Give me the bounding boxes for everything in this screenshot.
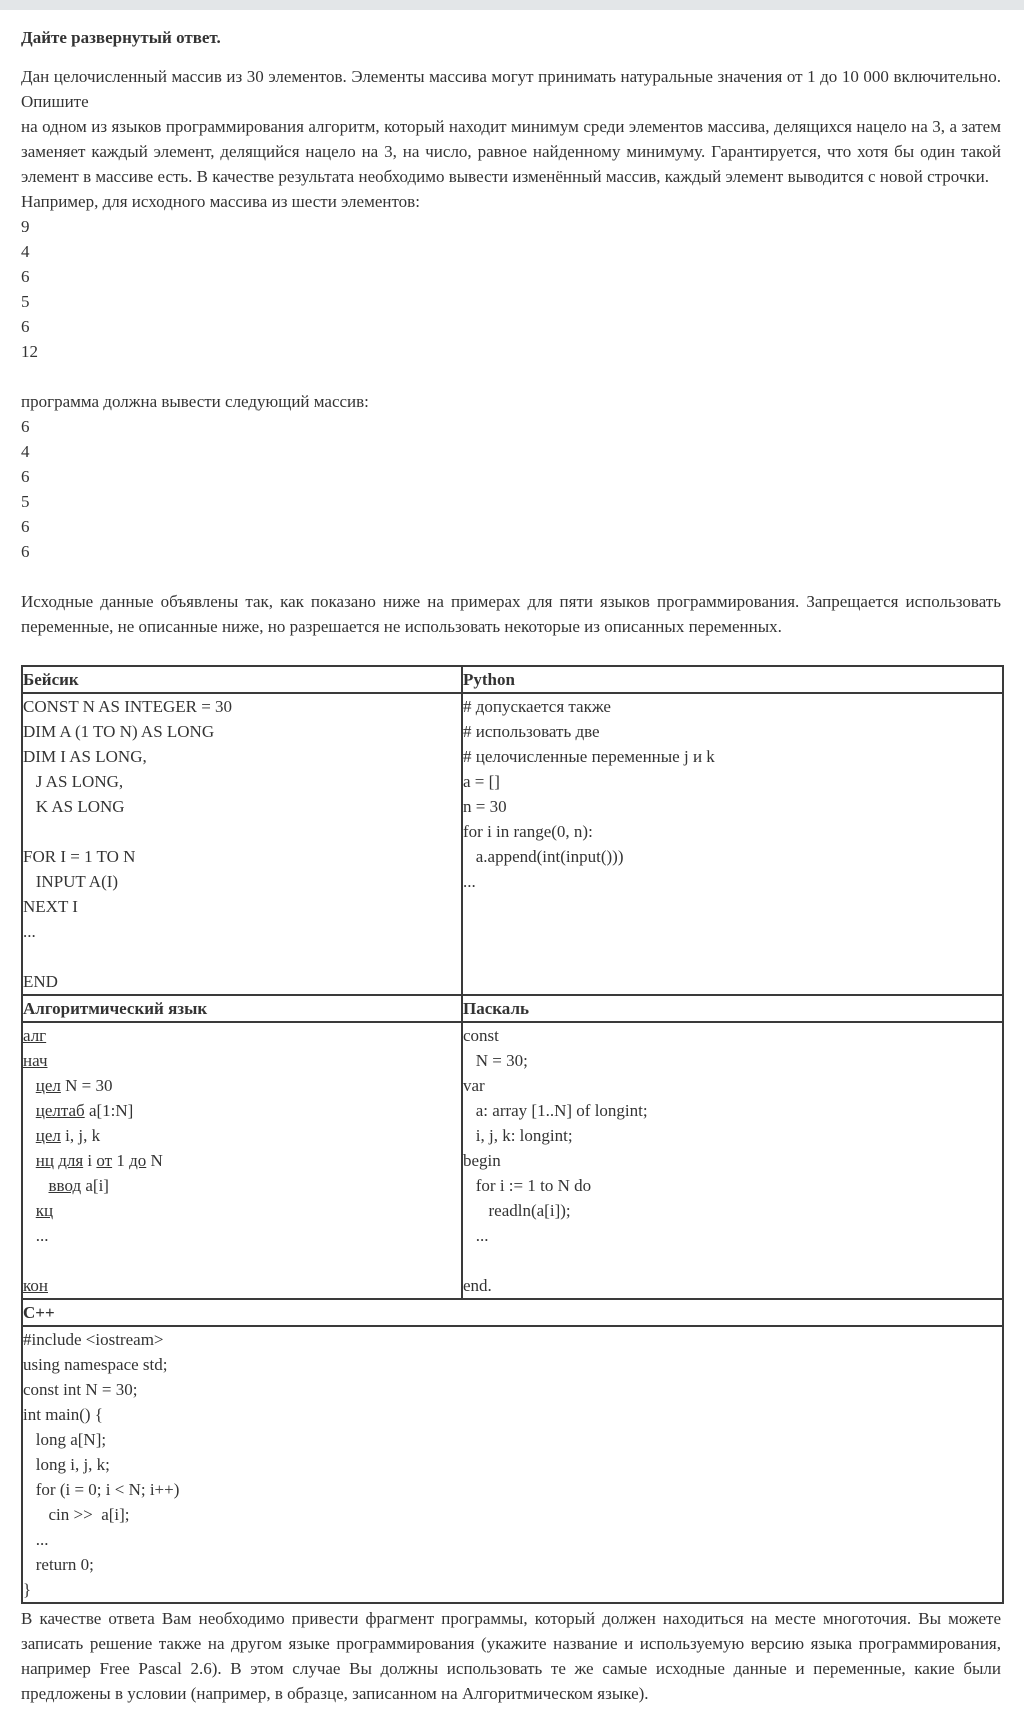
code-line: long i, j, k;: [23, 1455, 110, 1474]
example-input-value: 6: [21, 317, 30, 336]
lang-header-basic: Бейсик: [22, 666, 462, 693]
code-line: return 0;: [23, 1555, 94, 1574]
code-line: [23, 944, 461, 969]
declaration-note: Исходные данные объявлены так, как показано ниже на примерах для пяти языков программирования. Запрещается использовать переменные, не описанные ниже, но разрешается не использовать некоторые из описанных переменных.: [21, 592, 1001, 636]
code-line: n = 30: [463, 797, 507, 816]
code-line: CONST N AS INTEGER = 30: [23, 697, 233, 716]
code-block-basic: [22, 693, 462, 995]
keyword: нач: [23, 1051, 48, 1070]
answer-note: В качестве ответа Вам необходимо привести фрагмент программы, который должен находиться на месте многоточия. Вы можете записать решение также на другом языке программирования (укажите название и используемую версию языка программирования, например Free Pascal 2.6). В этом случае Вы должны использовать те же самые исходные данные и переменные, какие были предложены в условии (например, в образце, записанном на Алгоритмическом языке).: [21, 1609, 1001, 1703]
code-line: J AS LONG,: [23, 772, 124, 791]
keyword: нц: [35, 1151, 54, 1170]
example-output-value: 6: [21, 517, 30, 536]
example-output-value: 4: [21, 442, 30, 461]
code-line: for i in range(0, n):: [463, 822, 593, 841]
example-output-value: 6: [21, 417, 30, 436]
code-line: # целочисленные переменные j и k: [463, 747, 715, 766]
top-bar: [0, 0, 1024, 10]
output-intro: программа должна вывести следующий массив:: [21, 392, 369, 411]
code-line: [23, 1148, 461, 1173]
code-line: long a[N];: [23, 1430, 107, 1449]
spacer: [21, 564, 1001, 589]
keyword: для: [58, 1151, 84, 1170]
code-line: #include <iostream>: [23, 1330, 164, 1349]
code-line: }: [23, 1580, 32, 1599]
code-line: K AS LONG: [23, 797, 125, 816]
example-input-value: 9: [21, 217, 30, 236]
code-line: readln(a[i]);: [463, 1201, 571, 1220]
code-line: NEXT I: [23, 897, 78, 916]
code-text: [23, 1076, 36, 1095]
lang-header-algorithmic: Алгоритмический язык: [22, 995, 462, 1022]
code-text: ...: [23, 1226, 49, 1245]
example-input-value: 5: [21, 292, 30, 311]
example-output-value: 6: [21, 467, 30, 486]
example-input-value: 6: [21, 267, 30, 286]
code-line: ...: [23, 922, 36, 941]
code-line: ...: [23, 1530, 49, 1549]
code-text: a[i]: [81, 1176, 109, 1195]
lang-header-python: Python: [462, 666, 1003, 693]
code-line: [23, 1198, 461, 1223]
code-line: int main() {: [23, 1405, 103, 1424]
code-line: end.: [463, 1276, 492, 1295]
code-line: [23, 1023, 461, 1048]
example-output-list: [21, 414, 1001, 564]
code-line: [23, 1123, 461, 1148]
code-line: # использовать две: [463, 722, 600, 741]
table-row: [22, 693, 1003, 995]
code-line: [23, 1098, 461, 1123]
code-line: a.append(int(input())): [463, 847, 624, 866]
example-intro: Например, для исходного массива из шести элементов:: [21, 192, 420, 211]
code-line: [23, 1173, 461, 1198]
code-text: 1: [112, 1151, 130, 1170]
code-line: a: array [1..N] of longint;: [463, 1101, 648, 1120]
keyword: целтаб: [35, 1101, 85, 1120]
code-examples-table: [21, 665, 1004, 1604]
table-header-row: [22, 995, 1003, 1022]
code-line: DIM I AS LONG,: [23, 747, 147, 766]
keyword: от: [96, 1151, 113, 1170]
code-block-pascal: [462, 1022, 1003, 1299]
keyword: алг: [23, 1026, 47, 1045]
code-line: a = []: [463, 772, 500, 791]
task-content: [21, 10, 1001, 639]
keyword: кон: [23, 1276, 48, 1295]
code-line: ...: [463, 872, 476, 891]
code-text: [23, 1101, 36, 1120]
code-line: ...: [463, 1226, 489, 1245]
code-line: cin >> a[i];: [23, 1505, 130, 1524]
task-heading: Дайте развернутый ответ.: [21, 28, 221, 47]
example-input-value: 4: [21, 242, 30, 261]
table-header-row: [22, 1299, 1003, 1326]
keyword: ввод: [48, 1176, 82, 1195]
keyword: кц: [35, 1201, 54, 1220]
code-line: const int N = 30;: [23, 1380, 138, 1399]
code-line: for (i = 0; i < N; i++): [23, 1480, 180, 1499]
keyword: цел: [35, 1126, 61, 1145]
code-text: i, j, k: [60, 1126, 101, 1145]
code-line: FOR I = 1 TO N: [23, 847, 136, 866]
code-line: [463, 1248, 1002, 1273]
table-row: [22, 1022, 1003, 1299]
keyword: до: [129, 1151, 147, 1170]
code-line: begin: [463, 1151, 501, 1170]
code-line: DIM A (1 TO N) AS LONG: [23, 722, 215, 741]
example-input-value: 12: [21, 342, 38, 361]
task-paragraph-2: на одном из языков программирования алгоритм, который находит минимум среди элементов массива, делящихся нацело на 3, а затем заменяет каждый элемент, делящийся нацело на 3, на число, равное найденному минимуму. Гарантируется, что хотя бы один такой элемент в массиве есть. В качестве результата необходимо вывести изменённый массив, каждый элемент выводится с новой строчки.: [21, 117, 1001, 186]
code-block-python: [462, 693, 1003, 995]
code-line: # допускается также: [463, 697, 611, 716]
code-line: [23, 1073, 461, 1098]
code-line: [23, 1048, 461, 1073]
code-line: for i := 1 to N do: [463, 1176, 592, 1195]
table-row: [22, 1326, 1003, 1603]
code-line: const: [463, 1026, 499, 1045]
example-output-value: 5: [21, 492, 30, 511]
code-line: [23, 819, 461, 844]
example-output-value: 6: [21, 542, 30, 561]
lang-header-cpp: C++: [22, 1299, 1003, 1326]
code-line: END: [23, 972, 58, 991]
code-text: [23, 1151, 36, 1170]
code-block-cpp: [22, 1326, 1003, 1603]
code-text: N: [146, 1151, 163, 1170]
code-text: [23, 1176, 49, 1195]
code-block-algorithmic: [22, 1022, 462, 1299]
code-line: [23, 1248, 461, 1273]
code-line: [23, 1273, 461, 1298]
code-text: N = 30: [60, 1076, 113, 1095]
code-text: [23, 1201, 36, 1220]
code-line: i, j, k: longint;: [463, 1126, 573, 1145]
code-line: using namespace std;: [23, 1355, 168, 1374]
code-line: var: [463, 1076, 485, 1095]
lang-header-pascal: Паскаль: [462, 995, 1003, 1022]
code-text: [23, 1126, 36, 1145]
code-line: [23, 1223, 461, 1248]
task-paragraph-1: Дан целочисленный массив из 30 элементов. Элементы массива могут принимать натуральные значения от 1 до 10 000 включительно. Опишите: [21, 67, 1001, 111]
example-input-list: [21, 214, 1001, 364]
code-text: a[1:N]: [84, 1101, 134, 1120]
code-text: i: [83, 1151, 97, 1170]
table-header-row: [22, 666, 1003, 693]
code-line: N = 30;: [463, 1051, 528, 1070]
spacer: [21, 364, 1001, 389]
keyword: цел: [35, 1076, 61, 1095]
code-line: INPUT A(I): [23, 872, 119, 891]
